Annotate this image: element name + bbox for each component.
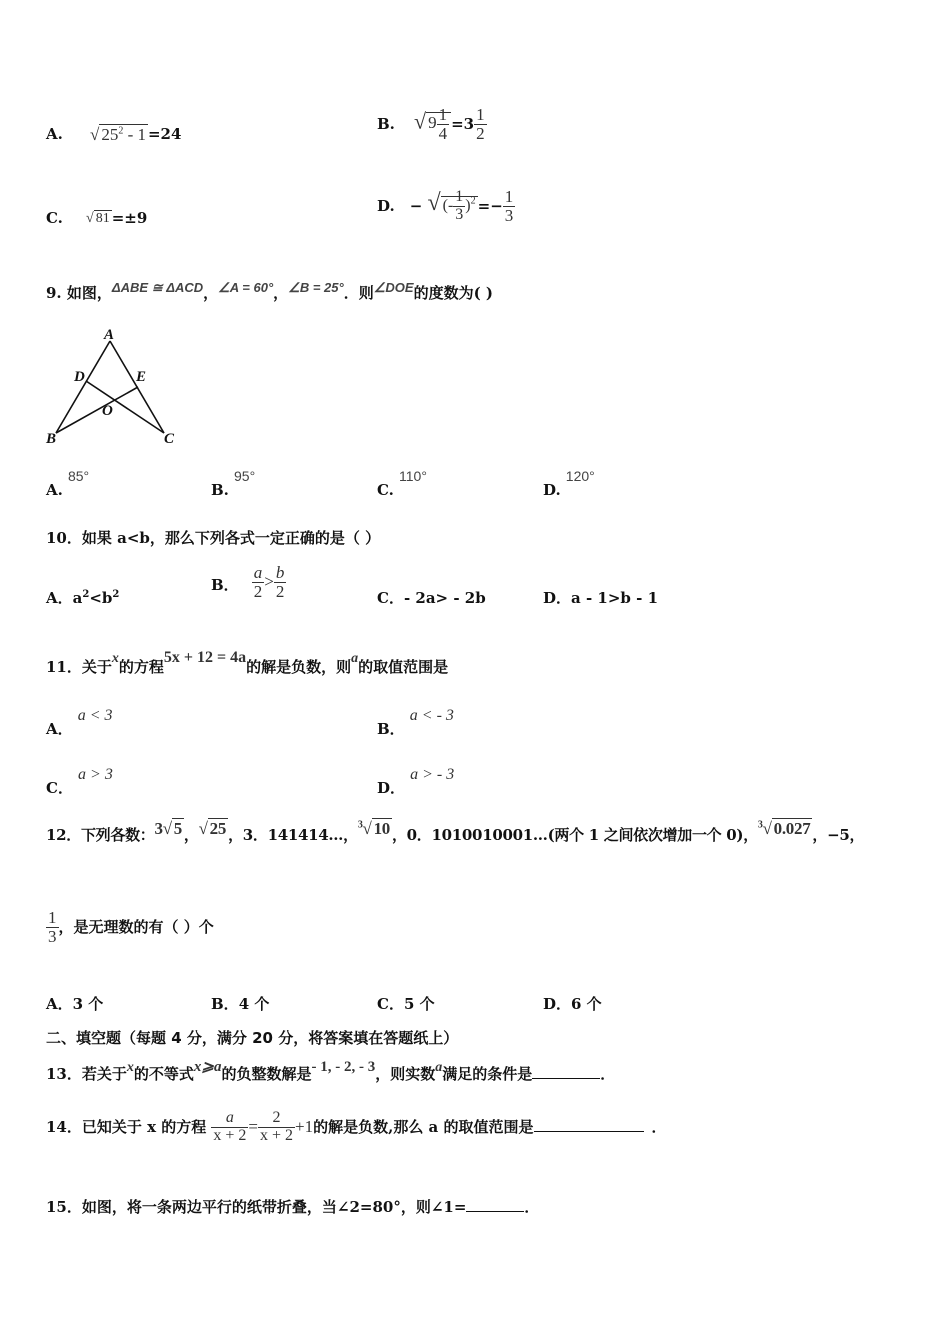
option-value: 85° bbox=[67, 468, 90, 484]
q14-stem: 14．已知关于 x 的方程 $\frac{a}{x + 2}$ = $\frac{2}{x + 2}$ +1的解是负数,那么 a 的取值范围是 ． bbox=[46, 1109, 667, 1144]
q8-option-c bbox=[46, 208, 147, 227]
option-label: C. bbox=[377, 481, 394, 499]
point-d-label: D bbox=[74, 369, 85, 385]
option-value: a < - 3 bbox=[409, 707, 454, 724]
q12-continuation: $\frac{1}{3}$ ，是无理数的有（ ）个 bbox=[48, 908, 214, 946]
sqrt-expression: √ $25^2 - 1$ bbox=[89, 124, 146, 144]
q11-option-a bbox=[46, 704, 113, 738]
q10-stem: 10．如果 a<b，那么下列各式一定正确的是（ ） bbox=[46, 529, 381, 547]
q8-option-b: B. √ 9 $\frac{1}{4}$ =3 $\frac{1}{2}$ bbox=[377, 105, 485, 143]
option-value: 120° bbox=[565, 468, 595, 484]
angle-a-expression: ∠A = 60° bbox=[218, 280, 274, 295]
sqrt-expression: √ (- $\frac{1}{3}$ )$^2$ bbox=[427, 188, 476, 223]
q8-option-a bbox=[46, 124, 181, 145]
option-result: =±9 bbox=[111, 209, 148, 227]
q11-option-d bbox=[377, 763, 455, 797]
q10-option-a: A．$a^2<b^2$ bbox=[46, 589, 120, 607]
q12-stem: 12．下列各数：3√ 5 ，√ 25 ，3．141414…，$^3$√ 10 ，0．1010010001…(两个 1 之间依次增加一个 0)，$^3$√ 0.027 ，−5， bbox=[46, 819, 865, 844]
minus-sign: − bbox=[409, 196, 423, 215]
triangle-figure bbox=[40, 325, 190, 453]
sqrt-expression: √ 81 bbox=[86, 210, 110, 226]
option-label: C. bbox=[46, 209, 63, 227]
q15-stem: 15．如图，将一条两边平行的纸带折叠，当∠2=80°，则∠1= ． bbox=[46, 1198, 540, 1216]
answer-blank[interactable] bbox=[534, 1131, 644, 1132]
option-label: B. bbox=[377, 114, 395, 133]
option-value: a > 3 bbox=[78, 766, 113, 783]
section-title: 二、填空题（每题 4 分，满分 20 分，将答案填在答题纸上） bbox=[46, 1029, 459, 1047]
q12-option-c: C．5 个 bbox=[377, 995, 435, 1013]
option-value: a < 3 bbox=[77, 707, 113, 724]
option-result: =24 bbox=[147, 125, 182, 143]
q9-stem: 9. 如图，ΔABE ≅ ΔACD，∠A = 60°，∠B = 25°．则∠DOE的度数为( ) bbox=[46, 280, 493, 302]
vertex-a-label: A bbox=[104, 327, 115, 343]
number-cbrt-10: $^3$√ 10 bbox=[357, 819, 390, 838]
q8-option-d: D. − √ (- $\frac{1}{3}$ )$^2$ =− $\frac{1}{3}$ bbox=[377, 187, 514, 225]
point-o-label: O bbox=[102, 403, 113, 419]
q10-option-c: C．- 2a> - 2b bbox=[377, 589, 486, 607]
q10-option-d: D．a - 1>b - 1 bbox=[543, 589, 659, 607]
sqrt-mixed-number: √ 9 $\frac{1}{4}$ bbox=[414, 106, 451, 143]
q11-option-c bbox=[46, 763, 113, 797]
number-3-sqrt-5: 3√ 5 bbox=[154, 819, 182, 838]
congruence-expression: ΔABE ≅ ΔACD bbox=[111, 280, 204, 295]
q9-option-a bbox=[46, 466, 90, 499]
option-label: D. bbox=[543, 481, 561, 499]
option-label: A. bbox=[46, 481, 63, 499]
q9-option-d bbox=[543, 466, 595, 499]
option-label: B． bbox=[377, 720, 405, 738]
q11-option-b bbox=[377, 704, 454, 738]
q11-stem: 11．关于x的方程5x + 12 = 4a的解是负数，则a的取值范围是 bbox=[46, 649, 449, 676]
option-value: 95° bbox=[234, 468, 256, 484]
angle-doe-expression: ∠DOE bbox=[373, 280, 414, 295]
number-cbrt-0027: $^3$√ 0.027 bbox=[757, 819, 811, 838]
q12-option-b: B．4 个 bbox=[211, 995, 270, 1013]
option-label: A. bbox=[46, 125, 63, 143]
vertex-b-label: B bbox=[46, 431, 57, 447]
option-equals: =3 bbox=[451, 114, 475, 133]
vertex-c-label: C bbox=[164, 431, 175, 447]
option-label: D. bbox=[377, 196, 395, 215]
option-equals: =− bbox=[477, 196, 503, 215]
option-label: D． bbox=[377, 779, 406, 797]
q12-option-d: D．6 个 bbox=[543, 995, 602, 1013]
q13-stem: 13．若关于x的不等式x⩾a的负整数解是- 1, - 2, - 3，则实数a满足的条件是 ． bbox=[46, 1059, 616, 1083]
q10-option-b: B． $\frac{a}{2}$ > $\frac{b}{2}$ bbox=[211, 563, 285, 601]
q9-option-b bbox=[211, 466, 256, 499]
option-label: B． bbox=[211, 575, 239, 594]
option-value: 110° bbox=[399, 468, 427, 484]
q9-option-c bbox=[377, 466, 427, 499]
option-label: A． bbox=[46, 720, 73, 738]
point-e-label: E bbox=[136, 369, 147, 385]
answer-blank[interactable] bbox=[532, 1078, 600, 1079]
option-label: B. bbox=[211, 481, 229, 499]
number-sqrt-25: √ 25 bbox=[198, 819, 227, 838]
q12-option-a: A．3 个 bbox=[46, 995, 104, 1013]
option-value: a > - 3 bbox=[410, 766, 455, 783]
option-label: C． bbox=[46, 779, 73, 797]
angle-b-expression: ∠B = 25° bbox=[288, 280, 344, 295]
answer-blank[interactable] bbox=[466, 1211, 524, 1212]
